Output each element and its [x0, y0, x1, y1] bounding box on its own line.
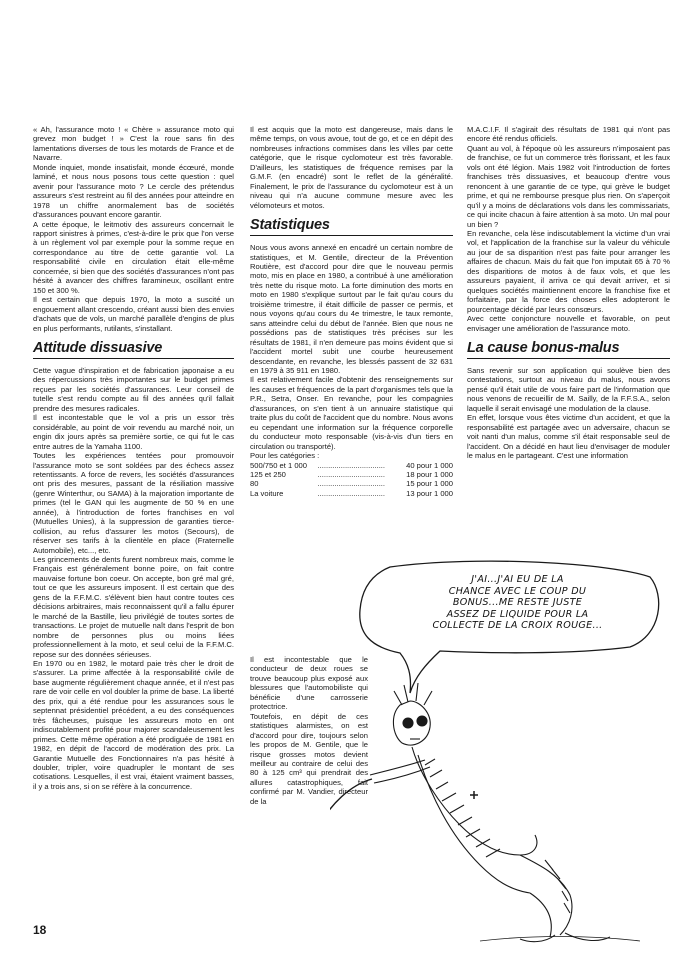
table-cell-value: 18 pour 1 000 [406, 469, 453, 479]
paragraph: M.A.C.I.F. Il s'agirait des résultats de 1981 qui n'ont pas encore été rendus officiels. [467, 125, 670, 144]
paragraph: Nous vous avons annexé en encadré un certain nombre de statistiques, et M. Gentile, directeur de la Prévention Routière, est d'accord pour dire que le nouveau permis moto, mis en place en 1980, a contribué à une amélioration très nette du risque moto. La forte diminution des morts en moto en 1980 s'explique surtout par le fait qu'au cours du troisième trimestre, il était difficile de passer ce permis, et nous voyons qu'au cours du 4e trimestre, le taux remonte, sans atteindre celui du début de l'année. Bien que nous ne possédions pas de statistiques très précises sur les résultats de 1981, il n'en demeure pas moins évident que si l'accident mortel subit une courbe heureusement descendante, en revanche, les blessés passent de 32 631 en 1979 à 35 911 en 1980. [250, 243, 453, 375]
dot-leader: ................................ [317, 460, 386, 470]
table-cell-category: 500/750 et 1 000 [250, 460, 308, 470]
paragraph: Monde inquiet, monde insatisfait, monde écœuré, monde laminé, et nous nous posons tous cette question : quel avenir pour l'assurance moto ? Le cercle des prétendus assureurs s'est restreint au fil des années pour atteindre en 1978 un chiffre anormalement bas de sociétés d'assurances pouvant encore garantir. [33, 162, 234, 220]
bubble-line: COLLECTE DE LA CROIX ROUGE... [432, 620, 603, 632]
frequency-table [250, 461, 453, 499]
paragraph: Toutefois, en dépit de ces statistiques alarmistes, on est d'accord pour dire, toujours selon les propos de M. Gentile, que le risque grosses motos devient meilleur au contraire de celui des 80 à 125 cm³ qui prendrait des allures catastrophiques, fait confirmé par M. Vandier, directeur de la [250, 711, 368, 806]
bubble-line: ASSEZ DE LIQUIDE POUR LA [446, 608, 589, 620]
column-2 [250, 125, 453, 498]
table-row [250, 470, 453, 479]
speech-bubble-text [395, 574, 640, 632]
table-cell-category: 80 [250, 479, 259, 489]
table-row [250, 479, 453, 488]
bubble-line: CHANCE AVEC LE COUP DU [448, 585, 587, 597]
paragraph: Toutes les expériences tentées pour promouvoir l'assurance moto se sont soldées par des échecs assez retentissants. A force de revers, les sociétés d'assurances ont pris des mesures, passant de la résiliation massive (genre Winterthur, ou SAMA) à la majoration importante de primes (tel le GAN qui les augmente de 50 % en une année), à l'introduction de fortes franchises en vol (Mutuelles Unies), à la suppression de garanties tierce-collision, au refus d'assurer les motos (Secours), de réserver ses tarifs à la clientèle en place (Fraternelle Automobile), etc..., etc. [33, 451, 234, 555]
paragraph: Il est relativement facile d'obtenir des renseignements sur les causes et fréquences de la part d'organismes tels que la P.R., Setra, Onser. En revanche, pour les compagnies d'assurances, on s'en tient à un annuaire statistique qui traite plus du coût de l'accident que du nombre. Nous avons eu cependant une information sur la fréquence corporelle du conducteur moto responsable (vis-à-vis d'un tiers en circulation ou transporté). [250, 375, 453, 451]
table-cell-category: 125 et 250 [250, 469, 286, 479]
section-heading-attitude-dissuasive: Attitude dissuasive [33, 340, 234, 359]
table-cell-category: La voiture [250, 488, 284, 498]
paragraph: Pour les catégories : [250, 451, 320, 461]
column-1 [33, 125, 234, 791]
paragraph: Il est incontestable que le conducteur de deux roues se trouve beaucoup plus exposé aux blessures que l'automobiliste qui bénéficie d'une carrosserie protectrice. [250, 655, 368, 712]
bubble-line: J'AI...J'AI EU DE LA [471, 574, 564, 585]
paragraph: Cette vague d'inspiration et de fabrication japonaise a eu des répercussions très importantes sur le budget primes reçues par les sociétés d'assurances. Leur conseil de tutelle s'est rendu compte au fil des années qu'il fallait prendre des mesures radicales. [33, 365, 234, 413]
table-cell-value: 15 pour 1 000 [406, 479, 453, 489]
paragraph: Avec cette conjoncture nouvelle et favorable, on peut envisager une amélioration de l'assurance moto. [467, 314, 670, 333]
paragraph: Les grincements de dents furent nombreux mais, comme le Français est généralement bonne poire, on fait contre mauvaise fortune bon coeur. On accepte, bon gré mal gré, tout ce que les assureurs imposent. Il est certain que des gens de la F.F.M.C. s'élèvent bien haut contre toutes ces décisions arbitraires, mais reconnaissent qu'il a fallu épurer le marché de la Bastille, lieu privilégié de toutes sortes de transactions. Le projet de mutuelle naît dans l'esprit de bon nombre de personnes plus ou moins liées professionnellement à la moto, et seul celui de la F.F.M.C. repose sur des données sérieuses. [33, 555, 234, 659]
table-row [250, 489, 453, 498]
bubble-line: BONUS...ME RESTE JUSTE [452, 597, 583, 609]
dot-leader: ................................ [317, 469, 386, 479]
paragraph: En revanche, cela lèse indiscutablement la victime d'un vrai vol, et l'application de la franchise sur la valeur du véhicule au jour de sa disparition n'est pas faite pour arranger les affaires de chacun. Mais du fait que l'on imputait 65 à 70 % des disparitions de motos à de faux vols, et que les assureurs payaient, il arriva ce qui devait arriver, et si quelques sociétés maintiennent encore la franchise fixe et forfaitaire, par la force des choses elles adopteront le pourcentage décidé par leurs consœurs. [467, 228, 670, 314]
paragraph: A cette époque, le leitmotiv des assureurs concernait le rapport sinistres à primes, c'est-à-dire le prix que l'on verse à un règlement vol par exemple pour la somme reçue en correspondance au titre de cette garantie vol. La responsabilité civile en circulation était elle-même concernée, si bien que des sociétés d'assurances n'ont pas hésité à avancer des chiffres faramineux, oscillant entre 150 et 300 %. [33, 219, 234, 295]
table-cell-value: 40 pour 1 000 [406, 460, 453, 470]
dot-leader: ................................ [317, 479, 386, 489]
paragraph: Il est certain que depuis 1970, la moto a suscité un engouement allant crescendo, créant aussi bien des envies d'achats que de vols, un marché parallèle d'engins de plus en plus performants, rutilants, s'installant. [33, 295, 234, 333]
dot-leader: ................................ [317, 488, 386, 498]
paragraph: Quant au vol, à l'époque où les assureurs n'imposaient pas de franchise, ce fut un commerce très florissant, et les faux vols ont été légion. Mais 1982 voit l'introduction de fortes franchises très dissuasives, et beaucoup d'entre vous renoncent à une garantie de ce type, qui grève le budget prime, et qui ne rembourse presque plus rien. On s'aperçoit qu'il y a moins de déclarations vols dans les commissariats, ce qui incite chacun à faire attention à sa moto. Un mal pour un bien ? [467, 143, 670, 229]
paragraph: En 1970 ou en 1982, le motard paie très cher le droit de s'assurer. La prime affectée à la responsabilité civile de base augmente régulièrement chaque année, et il n'est pas rare de voir celle en vol doubler la prime de base. La liberté des prix, qui a été rendue pour les assurances sous le septennat présidentiel précédent, a eu des conséquences très fâcheuses, puisque les assureurs moto en ont indiscutablement profité pour majorer scandaleusement les primes. Cette même opération a été prodiguée de 1981 en 1982, en dépit de l'accord de modération des prix. La Garantie Mutuelle des Fonctionnaires n'a pas hésité à doubler, tripler, voire quadrupler le montant de ses cotisations. Lesquelles, il est vrai, étaient vraiment basses, il y a trois ans, si on se réfère à la concurrence. [33, 659, 234, 791]
paragraph: Il est incontestable que le vol a pris un essor très considérable, au point de voir revendu au marché noir, un engin dix jours après sa première sortie, ce qui fut le cas entre autres de la Yamaha 1100. [33, 413, 234, 451]
paragraph: Il est acquis que la moto est dangereuse, mais dans le même temps, on vous avoue, tout de go, et ce en dépit des nombreuses infractions commises dans les villes par cette catégorie, que le risque cyclomoteur est très favorable. D'ailleurs, les statistiques de fréquence remises par la G.M.F. (en encadré) sont le reflet de la généralité. Finalement, le prix de l'assurance du cyclomoteur est à un niveau qui n'a aucune commune mesure avec les vélomoteurs et motos. [250, 125, 453, 210]
section-heading-bonus-malus: La cause bonus-malus [467, 340, 670, 359]
section-heading-statistiques: Statistiques [250, 217, 453, 236]
table-row [250, 461, 453, 470]
paragraph: Sans revenir sur son application qui soulève bien des contestations, surtout au niveau du malus, nous avons pensé qu'il était utile de vous faire part de l'information que nous venons de recueillir de M. Sailly, de la F.F.S.A., selon laquelle il serait envisagé une modulation de la clause. [467, 365, 670, 413]
page-number: 18 [33, 923, 47, 937]
paragraph: « Ah, l'assurance moto ! « Chère » assurance moto qui grevez mon budget ! » C'est la roue sans fin des lamentations diverses de tous les motards de France et de Navarre. [33, 125, 234, 163]
paragraph: En effet, lorsque vous êtes victime d'un accident, et que la responsabilité est partagée avec un adversaire, chacun se voit nanti d'un malus, comme s'il était responsable seul de l'accident. On a décidé en haut lieu d'envisager de moduler le malus en le partageant. C'est une information [467, 413, 670, 461]
column-3 [467, 125, 670, 461]
character-figure [330, 683, 640, 942]
table-cell-value: 13 pour 1 000 [406, 488, 453, 498]
